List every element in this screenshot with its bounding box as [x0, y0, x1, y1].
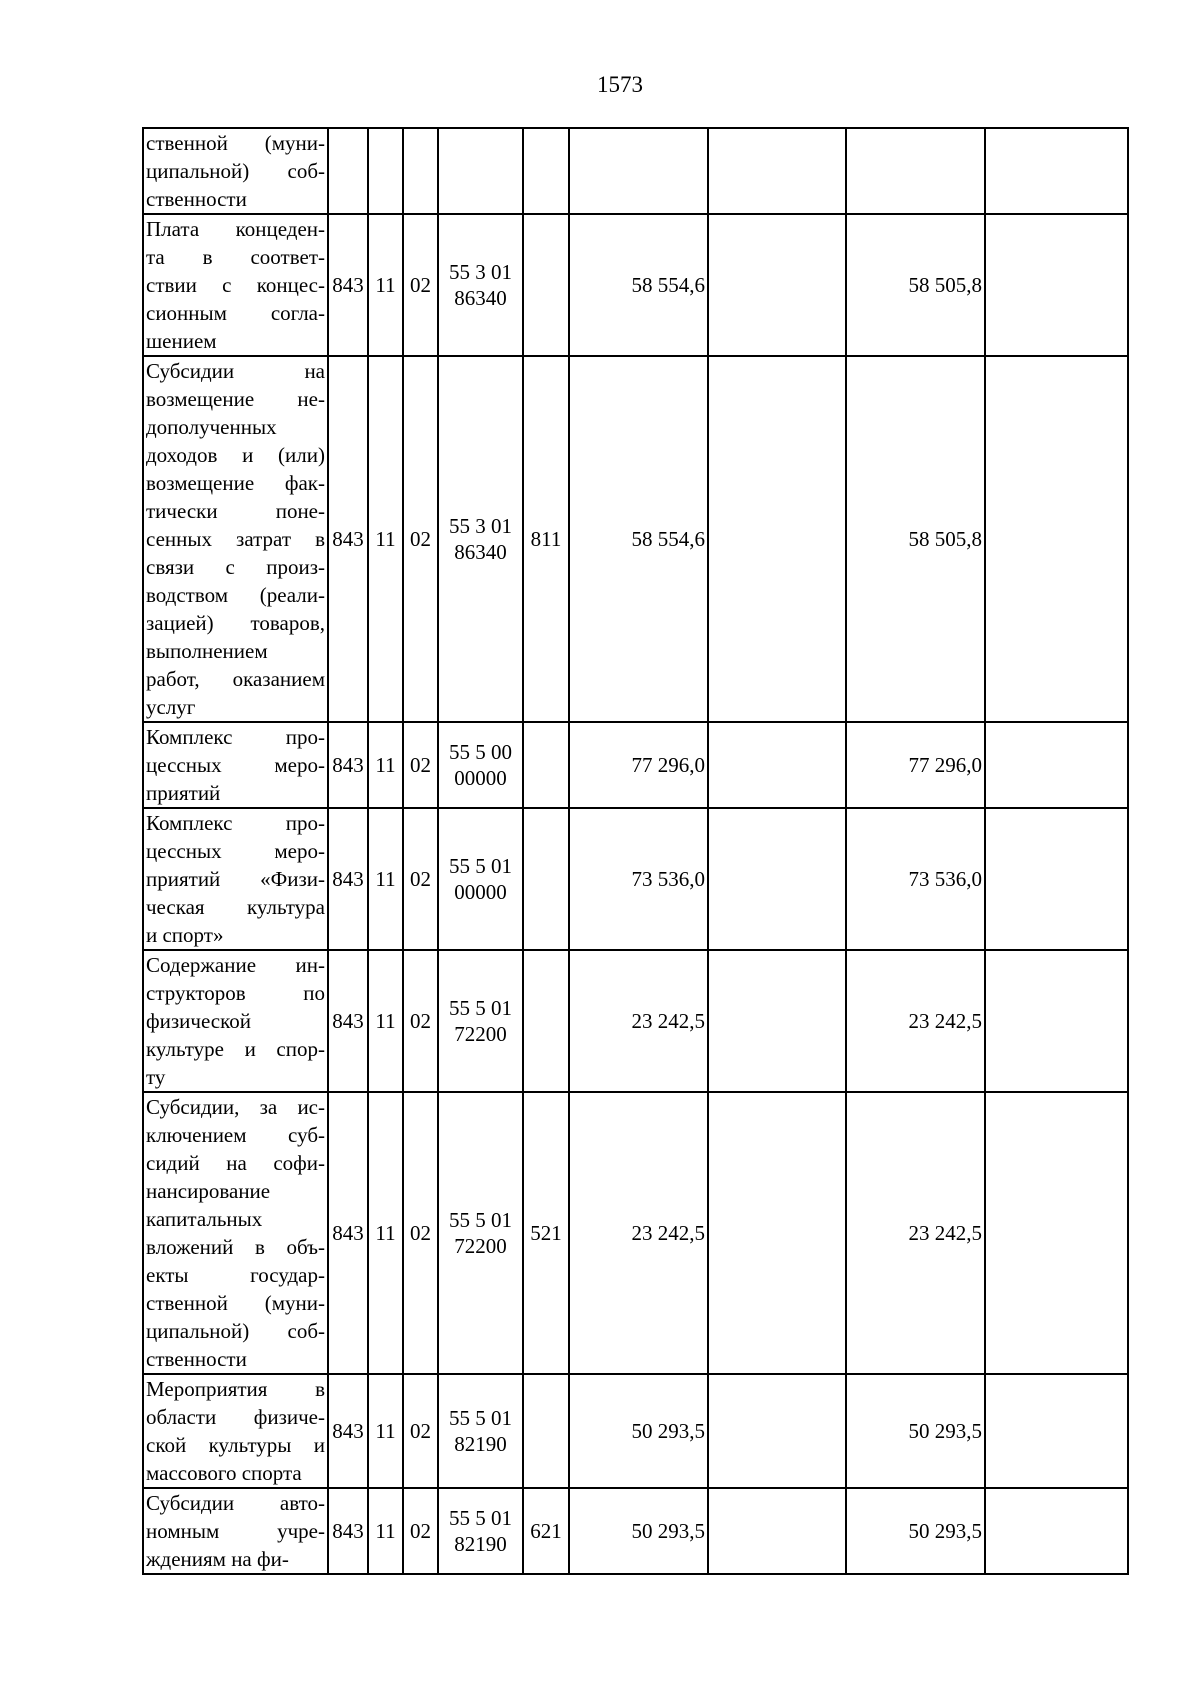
section-code-cell: 11: [368, 1092, 403, 1374]
amount-cell-4: [985, 1374, 1128, 1488]
row-name-cell: [143, 1488, 328, 1574]
row-name-line: возмещение фак-: [146, 471, 325, 495]
amount-cell-2: [708, 1374, 846, 1488]
row-name-line: водством (реали-: [146, 583, 325, 607]
row-name-line: ственной (муни-: [146, 1291, 325, 1315]
row-name-line: цессных меро-: [146, 753, 325, 777]
table-row: [143, 356, 1128, 722]
subsection-code-cell: [403, 128, 438, 214]
target-item-line: 72200: [454, 1234, 507, 1258]
subsection-code-cell: 02: [403, 214, 438, 356]
row-name-line: и спорт»: [146, 923, 224, 947]
amount-cell-1: 73 536,0: [569, 808, 708, 950]
amount-cell-1: 23 242,5: [569, 950, 708, 1092]
row-name-cell: [143, 808, 328, 950]
section-code-cell: 11: [368, 1374, 403, 1488]
amount-cell-4: [985, 1092, 1128, 1374]
section-code-cell: 11: [368, 722, 403, 808]
amount-cell-2: [708, 214, 846, 356]
target-item-line: 00000: [454, 766, 507, 790]
row-name-line: возмещение не-: [146, 387, 325, 411]
target-item-line: 55 5 01: [449, 1208, 512, 1232]
target-item-cell: [438, 808, 523, 950]
row-name-cell: [143, 950, 328, 1092]
section-code-cell: 11: [368, 214, 403, 356]
subsection-code-cell: 02: [403, 1488, 438, 1574]
table-body: [143, 128, 1128, 1574]
row-name-line: шением: [146, 329, 217, 353]
row-name-cell: [143, 1092, 328, 1374]
target-item-line: 55 5 01: [449, 996, 512, 1020]
row-name-line: ческая культура: [146, 895, 325, 919]
table-row: [143, 950, 1128, 1092]
row-name-line: Субсидии на: [146, 359, 325, 383]
target-item-line: 55 5 01: [449, 1406, 512, 1430]
subsection-code-cell: 02: [403, 1092, 438, 1374]
expense-type-cell: 521: [523, 1092, 569, 1374]
amount-cell-2: [708, 722, 846, 808]
row-name-line: ствии с концес-: [146, 273, 325, 297]
table-row: [143, 128, 1128, 214]
ved-code-cell: 843: [328, 1374, 368, 1488]
ved-code-cell: 843: [328, 214, 368, 356]
row-name-line: массового спорта: [146, 1461, 302, 1485]
row-name-line: ской культуры и: [146, 1433, 325, 1457]
table-row: [143, 214, 1128, 356]
row-name-cell: [143, 128, 328, 214]
table-row: [143, 808, 1128, 950]
ved-code-cell: 843: [328, 356, 368, 722]
amount-cell-2: [708, 1092, 846, 1374]
subsection-code-cell: 02: [403, 722, 438, 808]
row-name-line: та в соответ-: [146, 245, 325, 269]
row-name-line: выполнением: [146, 639, 268, 663]
target-item-line: 82190: [454, 1532, 507, 1556]
section-code-cell: 11: [368, 808, 403, 950]
ved-code-cell: 843: [328, 1488, 368, 1574]
amount-cell-4: [985, 950, 1128, 1092]
target-item-line: 55 5 01: [449, 854, 512, 878]
amount-cell-1: 77 296,0: [569, 722, 708, 808]
row-name-line: Плата концеден-: [146, 217, 325, 241]
row-name-line: Субсидии, за ис-: [146, 1095, 325, 1119]
amount-cell-3: 50 293,5: [846, 1374, 985, 1488]
row-name-line: ственности: [146, 187, 247, 211]
subsection-code-cell: 02: [403, 356, 438, 722]
target-item-line: 86340: [454, 540, 507, 564]
amount-cell-3: 73 536,0: [846, 808, 985, 950]
amount-cell-1: 58 554,6: [569, 214, 708, 356]
page-number: 1573: [597, 72, 643, 97]
amount-cell-2: [708, 128, 846, 214]
row-name-line: зацией) товаров,: [146, 611, 325, 635]
section-code-cell: 11: [368, 1488, 403, 1574]
target-item-cell: [438, 356, 523, 722]
amount-cell-3: 58 505,8: [846, 356, 985, 722]
row-name-line: услуг: [146, 695, 196, 719]
target-item-cell: [438, 1092, 523, 1374]
row-name-cell: [143, 1374, 328, 1488]
amount-cell-1: 50 293,5: [569, 1374, 708, 1488]
amount-cell-1: 58 554,6: [569, 356, 708, 722]
expense-type-cell: 621: [523, 1488, 569, 1574]
amount-cell-1: 23 242,5: [569, 1092, 708, 1374]
row-name-line: приятий: [146, 781, 221, 805]
amount-cell-1: [569, 128, 708, 214]
row-name-line: связи с произ-: [146, 555, 325, 579]
row-name-line: капитальных: [146, 1207, 263, 1231]
table-row: [143, 722, 1128, 808]
amount-cell-3: 23 242,5: [846, 1092, 985, 1374]
amount-cell-3: [846, 128, 985, 214]
row-name-line: ключением суб-: [146, 1123, 325, 1147]
row-name-line: работ, оказанием: [146, 667, 325, 691]
expense-type-cell: [523, 808, 569, 950]
row-name-line: вложений в объ-: [146, 1235, 325, 1259]
target-item-line: 55 3 01: [449, 260, 512, 284]
row-name-line: екты государ-: [146, 1263, 325, 1287]
expense-type-cell: [523, 1374, 569, 1488]
row-name-line: структоров по: [146, 981, 325, 1005]
row-name-line: ждениям на фи-: [146, 1547, 289, 1571]
amount-cell-3: 50 293,5: [846, 1488, 985, 1574]
amount-cell-2: [708, 1488, 846, 1574]
target-item-cell: [438, 214, 523, 356]
target-item-line: 00000: [454, 880, 507, 904]
section-code-cell: [368, 128, 403, 214]
row-name-line: ственности: [146, 1347, 247, 1371]
section-code-cell: 11: [368, 356, 403, 722]
target-item-cell: [438, 128, 523, 214]
row-name-cell: [143, 214, 328, 356]
row-name-line: Комплекс про-: [146, 725, 325, 749]
target-item-line: 55 5 01: [449, 1506, 512, 1530]
ved-code-cell: 843: [328, 722, 368, 808]
row-name-line: доходов и (или): [146, 443, 325, 467]
row-name-line: тически поне-: [146, 499, 325, 523]
subsection-code-cell: 02: [403, 808, 438, 950]
amount-cell-2: [708, 808, 846, 950]
amount-cell-1: 50 293,5: [569, 1488, 708, 1574]
row-name-line: приятий «Физи-: [146, 867, 325, 891]
row-name-line: дополученных: [146, 415, 277, 439]
target-item-line: 72200: [454, 1022, 507, 1046]
amount-cell-4: [985, 214, 1128, 356]
target-item-cell: [438, 1488, 523, 1574]
subsection-code-cell: 02: [403, 950, 438, 1092]
amount-cell-4: [985, 722, 1128, 808]
amount-cell-3: 77 296,0: [846, 722, 985, 808]
expense-type-cell: [523, 214, 569, 356]
target-item-cell: [438, 722, 523, 808]
table-row: [143, 1374, 1128, 1488]
row-name-cell: [143, 722, 328, 808]
row-name-line: ту: [146, 1065, 166, 1089]
row-name-line: ственной (муни-: [146, 131, 325, 155]
ved-code-cell: 843: [328, 950, 368, 1092]
section-code-cell: 11: [368, 950, 403, 1092]
row-name-line: сидий на софи-: [146, 1151, 325, 1175]
row-name-line: Субсидии авто-: [146, 1491, 325, 1515]
amount-cell-4: [985, 808, 1128, 950]
row-name-line: области физиче-: [146, 1405, 325, 1429]
row-name-line: Содержание ин-: [146, 953, 325, 977]
target-item-line: 55 5 00: [449, 740, 512, 764]
ved-code-cell: 843: [328, 808, 368, 950]
ved-code-cell: [328, 128, 368, 214]
amount-cell-2: [708, 950, 846, 1092]
amount-cell-3: 58 505,8: [846, 214, 985, 356]
row-name-line: Мероприятия в: [146, 1377, 325, 1401]
row-name-line: физической: [146, 1009, 251, 1033]
row-name-line: номным учре-: [146, 1519, 325, 1543]
amount-cell-4: [985, 356, 1128, 722]
row-name-cell: [143, 356, 328, 722]
row-name-line: сионным согла-: [146, 301, 325, 325]
expense-type-cell: [523, 722, 569, 808]
expense-type-cell: [523, 128, 569, 214]
row-name-line: нансирование: [146, 1179, 271, 1203]
row-name-line: ципальной) соб-: [146, 159, 325, 183]
expense-type-cell: [523, 950, 569, 1092]
subsection-code-cell: 02: [403, 1374, 438, 1488]
row-name-line: сенных затрат в: [146, 527, 325, 551]
amount-cell-3: 23 242,5: [846, 950, 985, 1092]
target-item-cell: [438, 1374, 523, 1488]
target-item-cell: [438, 950, 523, 1092]
row-name-line: культуре и спор-: [146, 1037, 325, 1061]
ved-code-cell: 843: [328, 1092, 368, 1374]
table-row: [143, 1488, 1128, 1574]
budget-table: [142, 127, 1129, 1575]
table-row: [143, 1092, 1128, 1374]
amount-cell-2: [708, 356, 846, 722]
row-name-line: Комплекс про-: [146, 811, 325, 835]
expense-type-cell: 811: [523, 356, 569, 722]
target-item-line: 55 3 01: [449, 514, 512, 538]
row-name-line: ципальной) соб-: [146, 1319, 325, 1343]
target-item-line: 86340: [454, 286, 507, 310]
amount-cell-4: [985, 128, 1128, 214]
row-name-line: цессных меро-: [146, 839, 325, 863]
target-item-line: 82190: [454, 1432, 507, 1456]
amount-cell-4: [985, 1488, 1128, 1574]
